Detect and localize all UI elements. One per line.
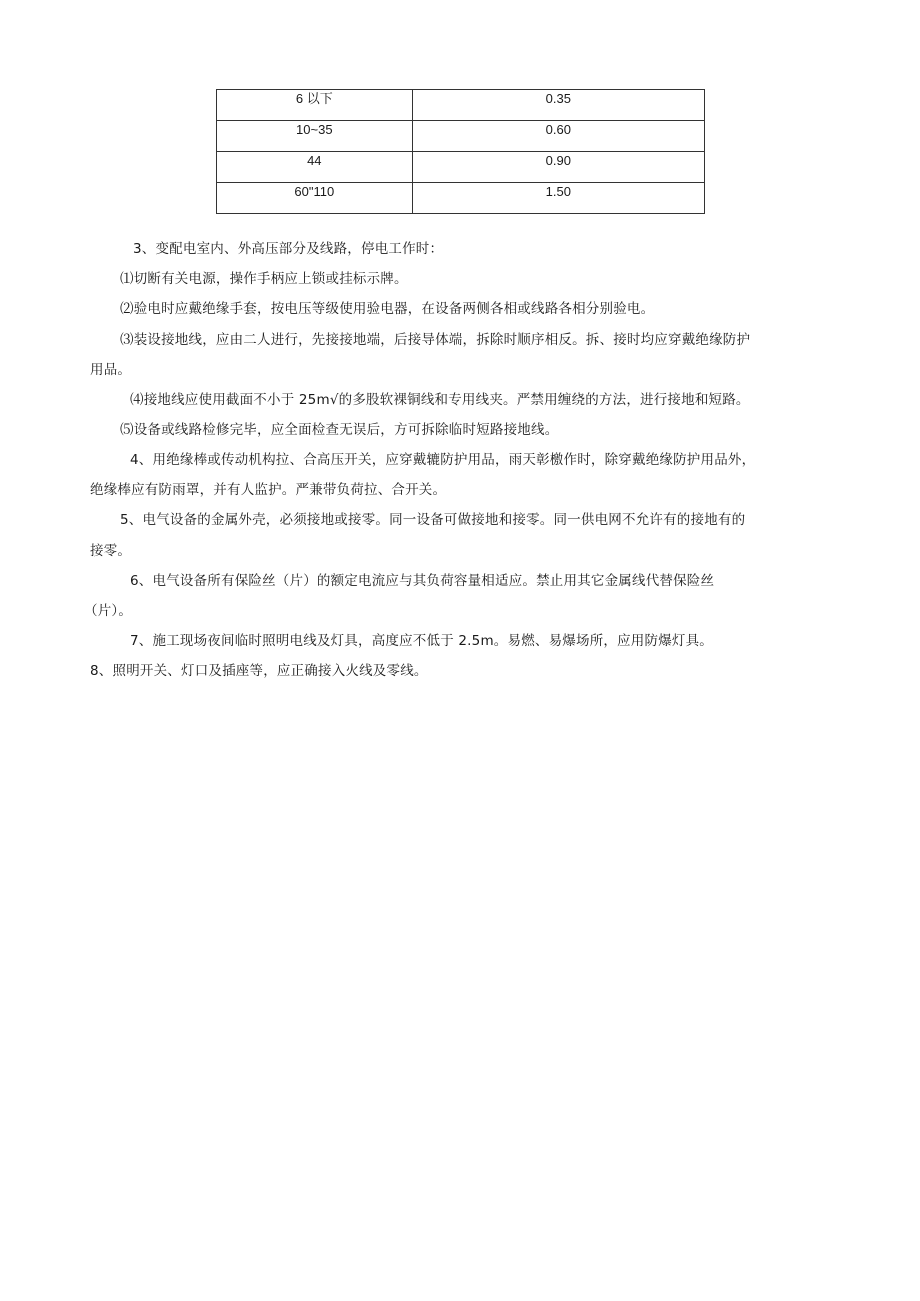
paragraph-item-3-3-cont: 用品。 bbox=[90, 362, 132, 378]
paragraph-item-3: 3、变配电室内、外高压部分及线路，停电工作时： bbox=[133, 241, 444, 257]
paragraph-item-3-4: ⑷接地线应使用截面不小于 25m√的多股软裸铜线和专用线夹。严禁用缠绕的方法，进行接地和短路。 bbox=[130, 392, 750, 408]
distance-cell: 0.35 bbox=[412, 90, 704, 121]
distance-cell: 1.50 bbox=[412, 183, 704, 214]
voltage-cell: 44 bbox=[217, 152, 413, 183]
paragraph-item-8: 8、照明开关、灯口及插座等，应正确接入火线及零线。 bbox=[90, 663, 428, 679]
paragraph-item-3-5: ⑸设备或线路检修完毕，应全面检查无误后，方可拆除临时短路接地线。 bbox=[120, 422, 559, 438]
paragraph-item-7: 7、施工现场夜间临时照明电线及灯具，高度应不低于 2.5m。易燃、易爆场所，应用防爆灯具。 bbox=[130, 633, 713, 649]
paragraph-item-4: 4、用绝缘棒或传动机构拉、合高压开关，应穿戴辘防护用品，雨天彰檄作时，除穿戴绝缘防护用品外， bbox=[130, 452, 756, 468]
safety-distance-table bbox=[216, 89, 705, 214]
voltage-cell: 60"110 bbox=[217, 183, 413, 214]
paragraph-item-3-2: ⑵验电时应戴绝缘手套，按电压等级使用验电器，在设备两侧各相或线路各相分别验电。 bbox=[120, 301, 655, 317]
table-row bbox=[217, 121, 705, 152]
voltage-cell: 6 以下 bbox=[217, 90, 413, 121]
paragraph-item-6-cont: （片）。 bbox=[84, 603, 133, 619]
paragraph-item-5-cont: 接零。 bbox=[90, 543, 132, 559]
table-row bbox=[217, 152, 705, 183]
paragraph-item-3-3: ⑶装设接地线，应由二人进行，先接接地端，后接导体端，拆除时顺序相反。拆、接时均应穿戴绝缘防护 bbox=[120, 332, 751, 348]
paragraph-item-6: 6、电气设备所有保险丝（片）的额定电流应与其负荷容量相适应。禁止用其它金属线代替保险丝 bbox=[130, 573, 715, 589]
distance-cell: 0.90 bbox=[412, 152, 704, 183]
voltage-cell: 10~35 bbox=[217, 121, 413, 152]
distance-cell: 0.60 bbox=[412, 121, 704, 152]
paragraph-item-4-cont: 绝缘棒应有防雨罩，并有人监护。严兼带负荷拉、合开关。 bbox=[90, 482, 447, 498]
paragraph-item-5: 5、电气设备的金属外壳，必须接地或接零。同一设备可做接地和接零。同一供电网不允许有的接地有的 bbox=[120, 512, 746, 528]
table-row bbox=[217, 90, 705, 121]
paragraph-item-3-1: ⑴切断有关电源，操作手柄应上锁或挂标示牌。 bbox=[120, 271, 408, 287]
table-row bbox=[217, 183, 705, 214]
